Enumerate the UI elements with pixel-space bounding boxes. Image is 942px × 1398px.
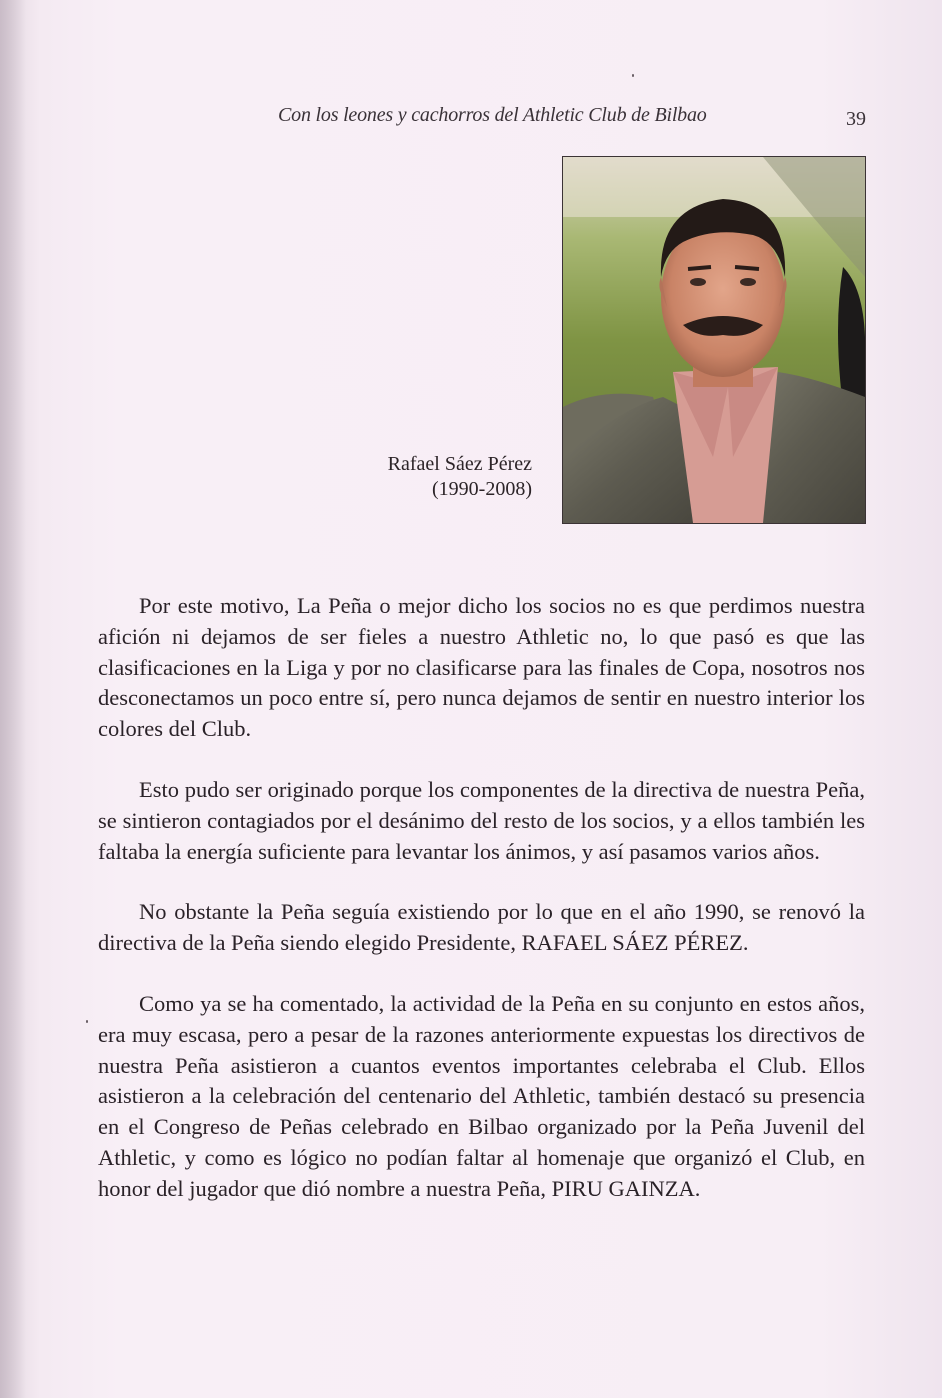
figure-caption bbox=[388, 452, 532, 502]
page-number: 39 bbox=[846, 108, 866, 130]
portrait-photo bbox=[562, 156, 866, 524]
caption-name: Rafael Sáez Pérez bbox=[387, 453, 532, 475]
ink-speck bbox=[632, 74, 634, 77]
running-header bbox=[0, 104, 942, 134]
portrait-photo-image bbox=[563, 157, 865, 523]
page-gutter-shadow bbox=[0, 0, 26, 1398]
portrait-figure bbox=[562, 156, 866, 524]
paragraph-2: Esto pudo ser originado porque los componentes de la directiva de nuestra Peña, se sintieron contagiados por el desánimo del resto de los socios, y a ellos también les faltaba la energía suficiente para levantar los ánimos, y así pasamos varios años. bbox=[98, 776, 865, 864]
paragraph-4: Como ya se ha comentado, la actividad de la Peña en su conjunto en estos años, era muy escasa, pero a pesar de la razones anteriormente expuestas los directivos de nuestra Peña asistieron a cuantos eventos importantes celebraba el Club. Ellos asistieron a la celebración del centenario del Athletic, también destacó su presencia en el Congreso de Peñas celebrado en Bilbao organizado por la Peña Juvenil del Athletic, y como es lógico no podían faltar al homenaje que organizó el Club, en honor del jugador que dió nombre a nuestra Peña, PIRU GAINZA. bbox=[98, 990, 865, 1201]
running-title: Con los leones y cachorros del Athletic Club de Bilbao bbox=[278, 104, 707, 126]
paragraph-1: Por este motivo, La Peña o mejor dicho los socios no es que perdimos nuestra afición ni dejamos de ser fieles a nuestro Athletic no, lo que pasó es que las clasificaciones en la Liga y por no clasificarse para las finales de Copa, nosotros nos desconectamos un poco entre sí, pero nunca dejamos de sentir en nuestro interior los colores del Club. bbox=[98, 593, 865, 742]
body-text bbox=[98, 591, 865, 1235]
paragraph-3: No obstante la Peña seguía existiendo por lo que en el año 1990, se renovó la directiva de la Peña siendo elegido Presidente, RAFAEL SÁEZ PÉREZ. bbox=[98, 899, 865, 956]
ink-speck bbox=[86, 1020, 88, 1023]
caption-years: (1990-2008) bbox=[432, 478, 532, 500]
